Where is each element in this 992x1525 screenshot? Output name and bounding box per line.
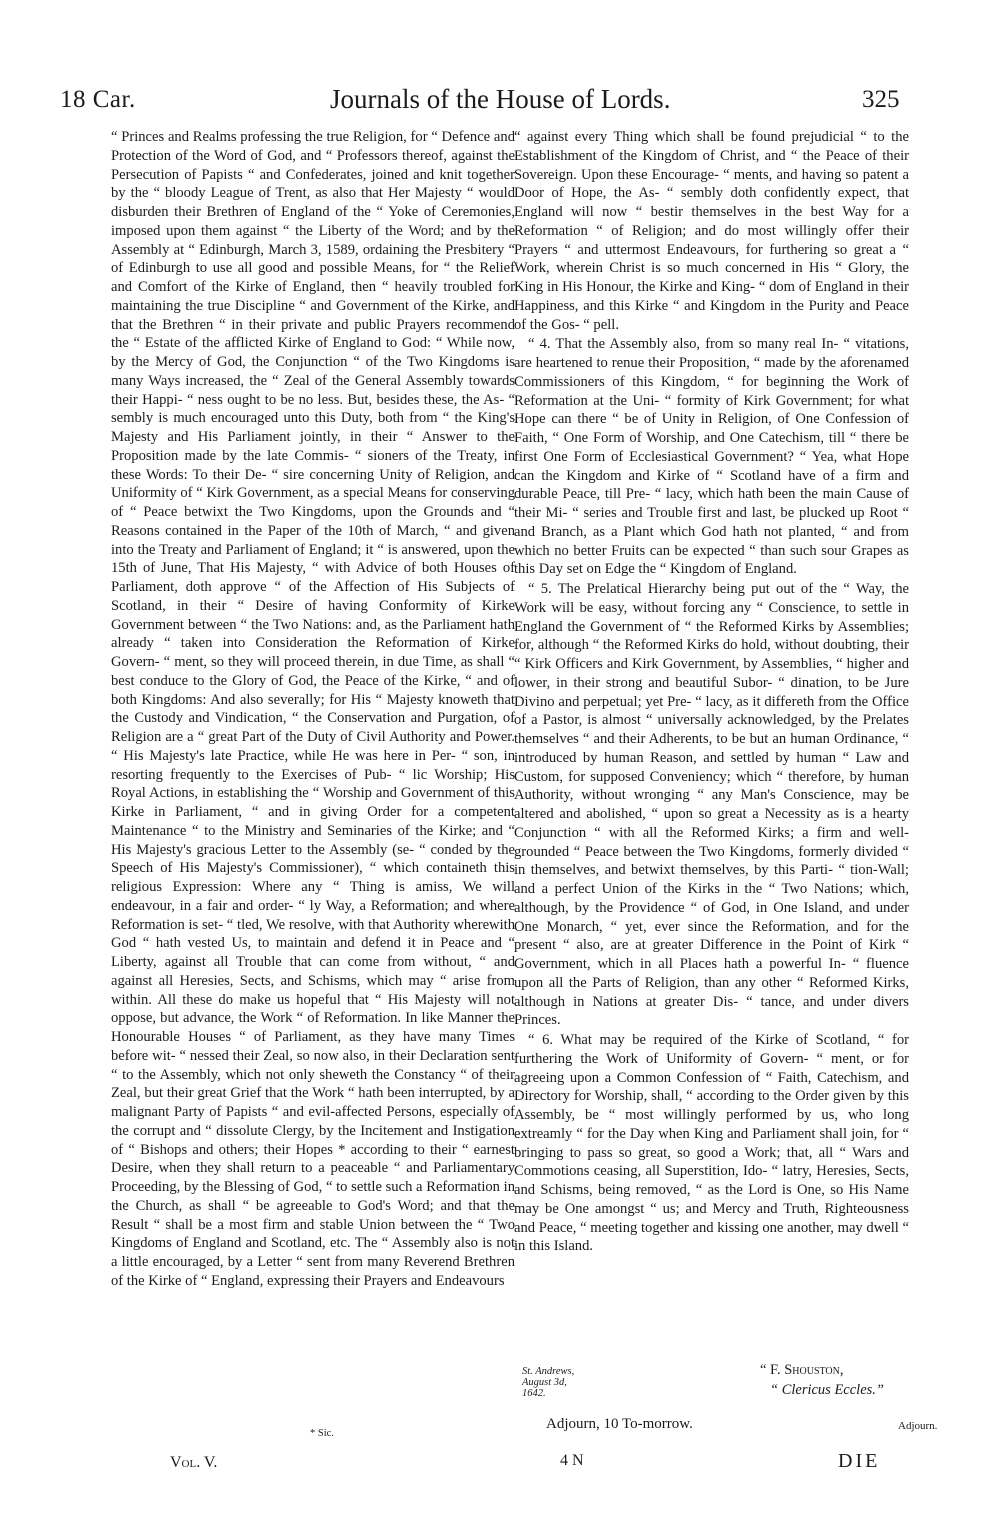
page-number: 325 (862, 86, 900, 113)
right-column-paragraph: “ against every Thing which shall be found prejudicial “ to the Establishment of the Kingdom of Christ, and “ the Peace of their Sovereign. Upon these Encourage- “ ments, and having so patent a Door of Hope, the As- “ sembly doth confidently expect, that England will now “ bestir themselves in the best Way for a Reformation “ of Religion; and do most willingly offer their Prayers “ and uttermost Endeavours, for furthering so great a “ Work, wherein Christ is so much concerned in His “ Glory, the King in His Honour, the Kirke and King- “ dom of England in their Happiness, and this Kirke “ and Kingdom in the Purity and Peace of the Gos- “ pell. (514, 129, 909, 333)
signatory-name: “ F. Shouston, (760, 1362, 844, 1378)
right-column-paragraph: “ 6. What may be required of the Kirke of Scotland, “ for furthering the Work of Uniformity of Govern- “ ment, or for agreeing upon a Common Confession of “ Faith, Catechism, and Directory for Worship, shall, “ according to the Order given by this Assembly, be “ most willingly performed by us, who long extreamly “ for the Day when King and Parliament shall join, for “ bringing to pass so great, so good a Work; that, all “ Wars and Commotions ceasing, all Superstition, Ido- “ latry, Heresies, Sects, and Schisms, being removed, “ as the Lord is One, so His Name may be One amongst “ us; and Mercy and Truth, Righteousness and Peace, “ meeting together and kissing one another, may dwell “ in this Island. (514, 1032, 909, 1255)
signature-place-date (522, 1366, 574, 1399)
volume-number: Vol. V. (170, 1454, 218, 1471)
signature-place: St. Andrews, (522, 1366, 575, 1377)
signature-date: August 3d, (522, 1377, 567, 1388)
margin-note: Adjourn. (898, 1420, 938, 1432)
signatory-title: “ Clericus Eccles.” (770, 1382, 884, 1398)
right-column-paragraph: “ 4. That the Assembly also, from so many real In- “ vitations, are heartened to renue their Proposition, “ made by the aforenamed Commissioners of this Kingdom, “ for beginning the Work of Reformation at the Uni- “ formity of Kirk Government; for what Hope can there “ be of Unity in Religion, of One Confession of Faith, “ One Form of Worship, and One Catechism, till “ there be first One Form of Ecclesiastical Government? “ Yea, what Hope can the Kingdom and Kirke of “ Scotland have of a firm and durable Peace, till Pre- “ lacy, which hath been the main Cause of their Mi- “ series and Trouble first and last, be plucked up Root “ and Branch, as a Plant which God hath not planted, “ and from which no better Fruits can be expected “ than such sour Grapes as this Day set on Edge the “ Kingdom of England. (514, 336, 909, 578)
footnote: * Sic. (310, 1428, 334, 1439)
running-header-regnal-year: 18 Car. (60, 86, 136, 113)
left-column-paragraph: “ Princes and Realms professing the true Religion, for “ Defence and Protection of the Word of God, and “ Professors thereof, against the Persecution of Papists “ and Confederates, joined and knit together by the “ bloody League of Trent, as also that Her Majesty “ would disburden their Brethren of England of the “ Yoke of Ceremonies, imposed upon them against “ the Liberty of the Word; and by the Assembly at “ Edinburgh, March 3, 1589, ordaining the Presbitery “ of Edinburgh to use all good and possible Means, for “ the Relief and Comfort of the Kirke of England, then “ heavily troubled for maintaining the true Discipline “ and Government of the Kirke, and that the Brethren “ in their private and public Prayers recommend the “ Estate of the afflicted Kirke of England to God: “ While now, by the Mercy of God, the Conjunction “ of the Two Kingdoms is many Ways increased, the “ Zeal of the General Assembly towards their Happi- “ ness ought to be no less. But, besides these, the As- “ sembly is much encouraged unto this Duty, both from “ the King's Majesty and His Parliament jointly, in their “ Answer to the Proposition made by the late Commis- “ sioners of the Treaty, in these Words: To their De- “ sire concerning Unity of Religion, and Uniformity of “ Kirk Government, as a special Means for conserving of “ Peace betwixt the Two Kingdoms, upon the Grounds and “ Reasons contained in the Paper of the 10th of March, “ and given into the Treaty and Parliament of England; it “ is answered, upon the 15th of June, That His Majesty, “ with Advice of both Houses of Parliament, doth approve “ of the Affection of His Subjects of Scotland, in their “ Desire of having Conformity of Kirke Government between “ the Two Nations: and, as the Parliament hath already “ taken into Consideration the Reformation of Kirke Govern- “ ment, so they will proceed therein, in due Time, as shall “ best conduce to the Glory of God, the Peace of the Kirke, “ and of both Kingdoms: And also severally; for His “ Majesty knoweth that the Custody and Vindication, “ the Conservation and Purgation, of Religion are a “ great Part of the Duty of Civil Authority and Power. “ His Majesty's late Practice, while He was here in Per- “ son, in resorting frequently to the Exercises of Pub- “ lic Worship; His Royal Actions, in establishing the “ Worship and Government of this Kirke in Parliament, “ and in giving Order for a competent Maintenance “ to the Ministry and Seminaries of the Kirke; and “ His Majesty's gracious Letter to the Assembly (se- “ conded by the Speech of His Majesty's Commissioner), “ which containeth this religious Expression: Where any “ Thing is amiss, We will endeavour, in a fair and order- “ ly Way, a Reformation; and where Reformation is set- “ tled, We resolve, with that Authority wherewith God “ hath vested Us, to maintain and defend it in Peace and “ Liberty, against all Trouble that can come from without, “ and against all Heresies, Sects, and Schisms, which may “ arise from within. All these do make us hopeful that “ His Majesty will not oppose, but advance, the Work “ of Reformation. In like Manner the Honourable Houses “ of Parliament, as they have many Times before wit- “ nessed their Zeal, so now also, in their Declaration sent “ to the Assembly, which not only sheweth the Constancy “ of their Zeal, but their great Grief that the Work “ hath been interrupted, by a malignant Party of Papists “ and evil-affected Persons, especially of the corrupt and “ dissolute Clergy, by the Incitement and Instigation of “ Bishops and others; their Hopes * according to their “ earnest Desire, when they shall return to a peaceable “ and Parliamentary Proceeding, by the Blessing of God, “ to settle such a Reformation in the Church, as shall “ be agreeable to God's Word; and that the Result “ shall be a most firm and stable Union between the “ Two Kingdoms of England and Scotland, etc. The “ Assembly also is not a little encouraged, by a Letter “ sent from many Reverend Brethren of the Kirke of “ England, expressing their Prayers and Endeavours (111, 129, 515, 1289)
left-text-column (111, 128, 515, 1418)
catchword: DIE (838, 1450, 881, 1472)
signature-block (522, 1362, 907, 1422)
right-text-column (514, 128, 909, 1255)
signature-year: 1642. (522, 1388, 546, 1399)
adjournment-line: Adjourn, 10 To-morrow. (546, 1416, 693, 1432)
printer-signature-mark: 4 N (560, 1452, 584, 1469)
right-column-paragraph: “ 5. The Prelatical Hierarchy being put out of the “ Way, the Work will be easy, without forcing any “ Conscience, to settle in England the Government of “ the Reformed Kirks by Assemblies; for, although “ the Reformed Kirks do hold, without doubting, their “ Kirk Officers and Kirk Government, by Assemblies, “ higher and lower, in their strong and beautiful Subor- “ dination, to be Jure Divino and perpetual; yet Pre- “ lacy, as it differeth from the Office of a Pastor, is almost “ universally acknowledged, by the Prelates themselves “ and their Adherents, to be but an human Ordinance, “ introduced by human Reason, and settled by human “ Law and Custom, for supposed Conveniency; which “ therefore, by human Authority, without wronging “ any Man's Conscience, may be altered and abolished, “ upon so great a Necessity as is a hearty Conjunction “ with all the Reformed Kirks; a firm and well-grounded “ Peace between the Two Kingdoms, formerly divided “ in themselves, and betwixt themselves, by this Parti- “ tion-Wall; and a perfect Union of the Kirks in the “ Two Nations; which, although, by the Providence “ of God, in One Island, and under One Monarch, “ yet, ever since the Reformation, and for the present “ also, are at greater Difference in the Point of Kirk “ Government, which in all Places hath a powerful In- “ fluence upon all the Parts of Religion, than any other “ Reformed Kirks, although in Nations at greater Dis- “ tance, and under divers Princes. (514, 581, 909, 1029)
running-header-title: Journals of the House of Lords. (330, 84, 671, 114)
